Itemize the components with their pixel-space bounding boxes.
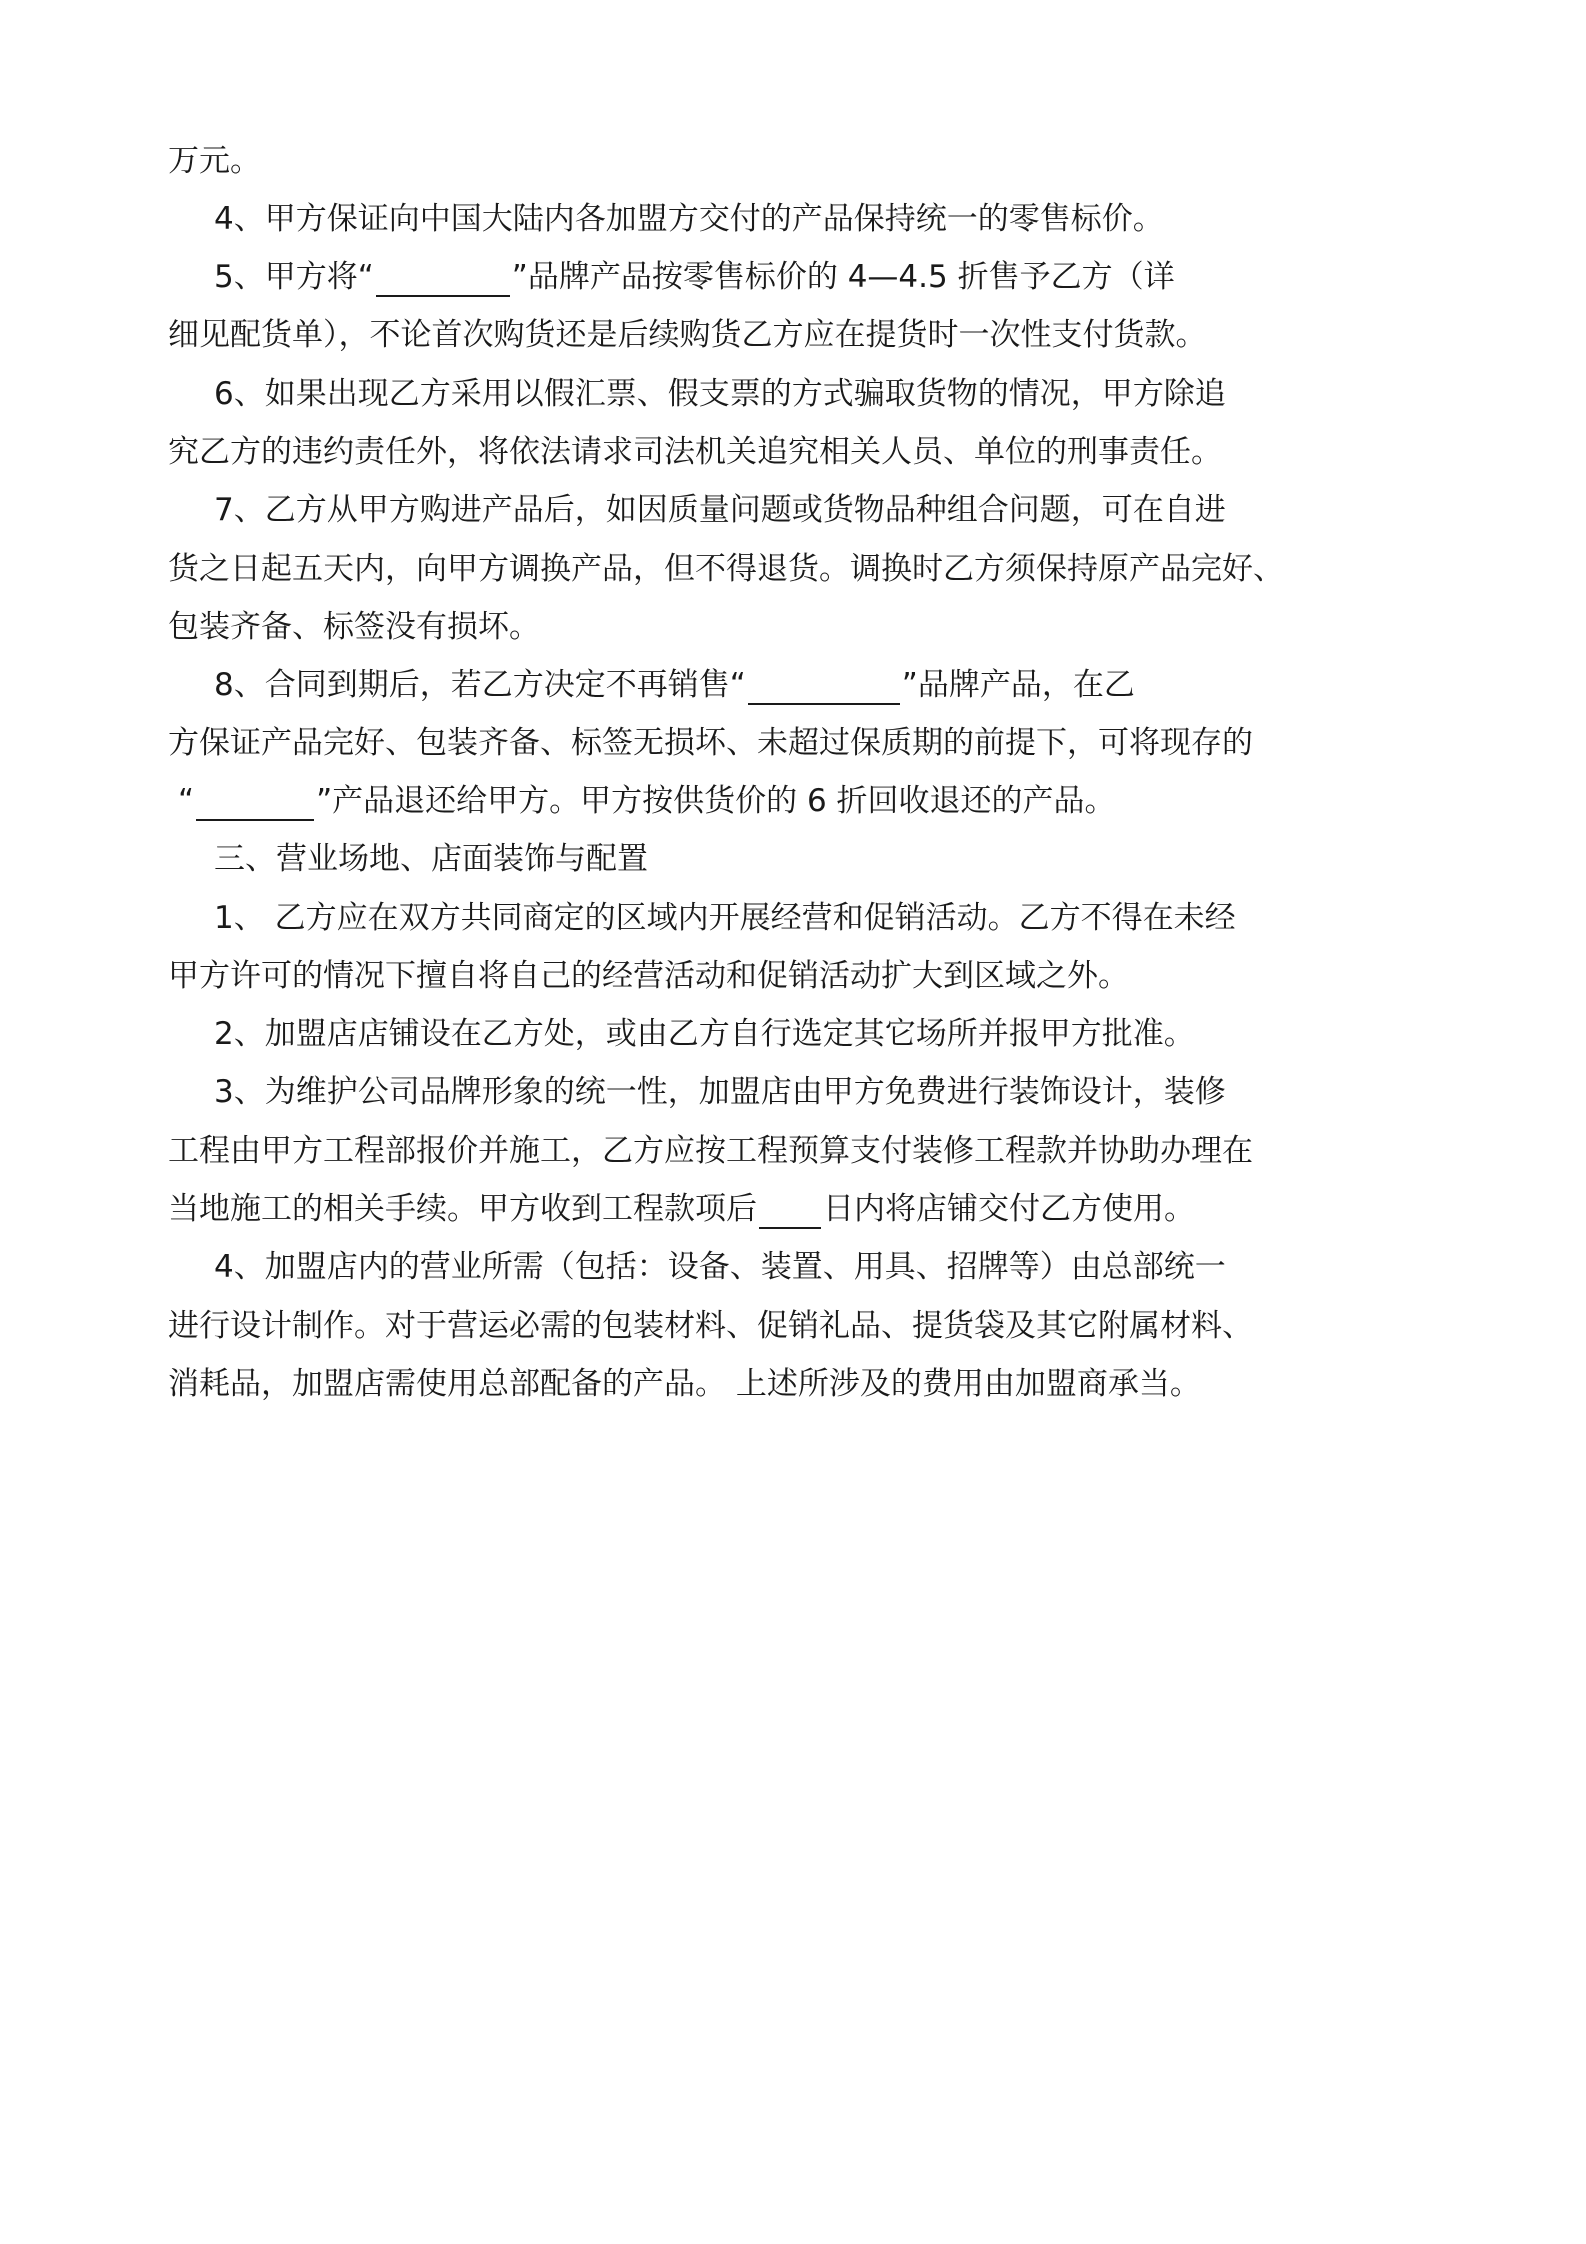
clause-6-line-1: 6、如果出现乙方采用以假汇票、假支票的方式骗取货物的情况，甲方除追 — [214, 376, 1226, 412]
text-line: 万元。 — [168, 143, 261, 179]
text-segment: 日内将店铺交付乙方使用。 — [823, 1191, 1195, 1227]
section-3-clause-2: 2、加盟店店铺设在乙方处，或由乙方自行选定其它场所并报甲方批准。 — [214, 1016, 1195, 1052]
clause-4-retail-price: 4、甲方保证向中国大陆内各加盟方交付的产品保持统一的零售标价。 — [214, 201, 1164, 237]
text-segment: 5、甲方将“ — [214, 259, 374, 295]
text-segment: ”品牌产品按零售标价的 4—4.5 折售予乙方（详 — [511, 259, 1175, 295]
text-segment: ”产品退还给甲方。甲方按供货价的 6 折回收退还的产品。 — [316, 783, 1116, 819]
clause-8-line-1 — [214, 665, 1135, 705]
section-3-clause-4-line-1: 4、加盟店内的营业所需（包括：设备、装置、用具、招牌等）由总部统一 — [214, 1249, 1226, 1285]
brand-name-blank — [748, 669, 900, 705]
product-name-blank — [196, 785, 314, 821]
text-line: 究乙方的违约责任外，将依法请求司法机关追究相关人员、单位的刑事责任。 — [168, 434, 1222, 470]
days-blank — [759, 1193, 821, 1229]
clause-5-line-1 — [214, 257, 1175, 297]
text-line: 消耗品，加盟店需使用总部配备的产品。 上述所涉及的费用由加盟商承当。 — [168, 1366, 1201, 1402]
section-3-heading: 三、营业场地、店面装饰与配置 — [214, 841, 648, 877]
clause-7-line-1: 7、乙方从甲方购进产品后，如因质量问题或货物品种组合问题，可在自进 — [214, 492, 1226, 528]
text-line: 包装齐备、标签没有损坏。 — [168, 609, 540, 645]
text-line: 进行设计制作。对于营运必需的包装材料、促销礼品、提货袋及其它附属材料、 — [168, 1308, 1253, 1344]
text-line: 方保证产品完好、包装齐备、标签无损坏、未超过保质期的前提下，可将现存的 — [168, 725, 1253, 761]
section-3-clause-3-line-3 — [168, 1189, 1195, 1229]
text-line: 甲方许可的情况下擅自将自己的经营活动和促销活动扩大到区域之外。 — [168, 958, 1129, 994]
brand-name-blank — [376, 261, 510, 297]
text-segment: ”品牌产品，在乙 — [901, 667, 1135, 703]
clause-8-line-3 — [178, 781, 1116, 821]
text-line: 货之日起五天内，向甲方调换产品，但不得退货。调换时乙方须保持原产品完好、 — [168, 551, 1284, 587]
section-3-clause-1-line-1: 1、 乙方应在双方共同商定的区域内开展经营和促销活动。乙方不得在未经 — [214, 900, 1236, 936]
text-segment: 当地施工的相关手续。甲方收到工程款项后 — [168, 1191, 757, 1227]
text-line: 工程由甲方工程部报价并施工，乙方应按工程预算支付装修工程款并协助办理在 — [168, 1133, 1253, 1169]
text-segment: “ — [178, 783, 195, 819]
text-segment: 8、合同到期后，若乙方决定不再销售“ — [214, 667, 746, 703]
text-line: 细见配货单），不论首次购货还是后续购货乙方应在提货时一次性支付货款。 — [168, 317, 1207, 353]
section-3-clause-3-line-1: 3、为维护公司品牌形象的统一性，加盟店由甲方免费进行装饰设计，装修 — [214, 1074, 1226, 1110]
